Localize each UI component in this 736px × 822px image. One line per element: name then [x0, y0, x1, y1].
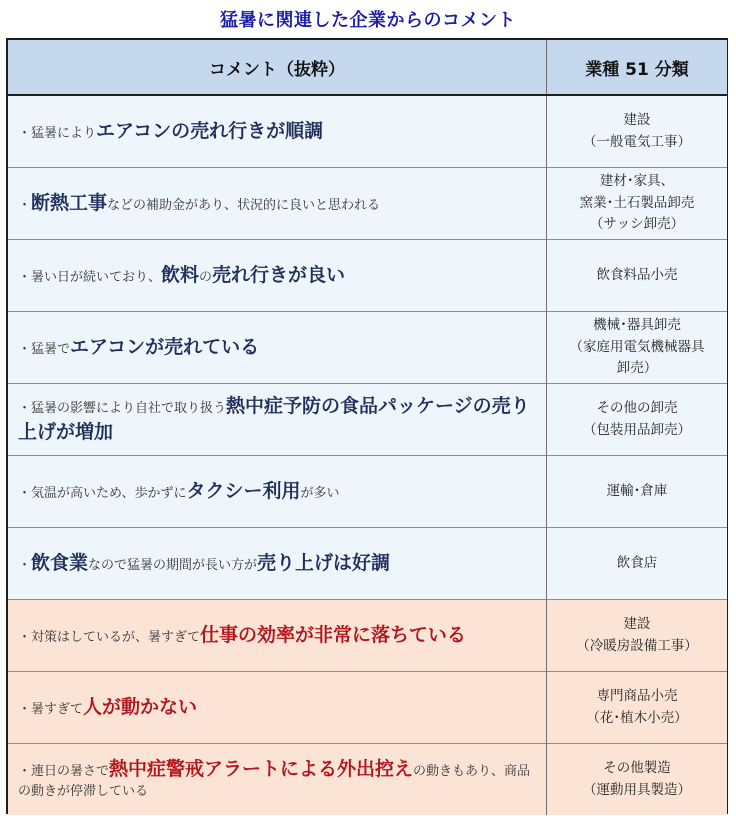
industry-line: 機械･器具卸売: [593, 317, 681, 334]
header-comment: コメント（抜粋）: [8, 40, 547, 95]
industry-cell: [547, 744, 728, 816]
table-row: [8, 744, 727, 816]
comment-cell: [8, 95, 547, 168]
comment-emphasis: 飲料: [161, 263, 200, 286]
industry-line: 建材･家具、: [599, 173, 675, 190]
industry-line: 運輸･倉庫: [606, 482, 668, 499]
comment-text: などの補助金があり、状況的に良いと思われる: [107, 197, 381, 213]
comment-emphasis: 飲食業: [31, 551, 89, 574]
comment-text: ・猛暑で: [18, 341, 71, 357]
industry-cell: [547, 672, 728, 744]
comment-cell: [8, 672, 547, 744]
industry-line: （冷暖房設備工事）: [576, 637, 698, 654]
industry-cell: [547, 456, 728, 528]
industry-cell: [547, 312, 728, 384]
table-header-row: [8, 40, 727, 95]
industry-cell: [547, 95, 728, 168]
comment-cell: [8, 312, 547, 384]
comment-emphasis: エアコンが売れている: [70, 335, 260, 358]
comment-cell: [8, 600, 547, 672]
table-body: [8, 95, 727, 815]
comment-text: の: [199, 269, 213, 285]
header-industry: 業種 51 分類: [547, 40, 728, 95]
comment-text: ・: [18, 557, 32, 573]
industry-line: その他の卸売: [596, 399, 678, 416]
industry-line: （サッシ卸売）: [589, 216, 685, 233]
comment-text: ・連日の暑さで: [18, 763, 110, 779]
table-row: [8, 600, 727, 672]
table-row: [8, 312, 727, 384]
comment-emphasis: エアコンの売れ行きが順調: [96, 119, 324, 142]
comment-cell: [8, 240, 547, 312]
comment-emphasis: 熱中症警戒アラートによる外出控え: [109, 757, 414, 780]
table-row: [8, 672, 727, 744]
comment-text: ・暑すぎて: [18, 701, 84, 717]
comment-emphasis: 人が動かない: [83, 695, 198, 718]
comment-text: ・対策はしているが、暑すぎて: [18, 629, 201, 645]
table-row: [8, 456, 727, 528]
industry-cell: [547, 600, 728, 672]
industry-line: （運動用具製造）: [583, 781, 691, 798]
comment-text: ・暑い日が続いており、: [18, 269, 162, 285]
table-row: [8, 528, 727, 600]
industry-cell: [547, 384, 728, 456]
industry-line: その他製造: [603, 759, 671, 776]
industry-line: 専門商品小売: [596, 687, 678, 704]
comment-cell: [8, 744, 547, 816]
industry-line: 窯業･土石製品卸売: [579, 194, 695, 211]
comment-emphasis: 売れ行きが良い: [212, 263, 346, 286]
comment-emphasis: タクシー利用: [186, 479, 301, 502]
comment-text: ・猛暑の影響により自社で取り扱う: [18, 401, 227, 417]
industry-line: 卸売）: [616, 360, 658, 377]
comment-emphasis: 売り上げは好調: [257, 551, 391, 574]
comment-text: ・猛暑により: [18, 125, 97, 141]
industry-line: 建設: [623, 615, 651, 632]
industry-line: （包装用品卸売）: [583, 421, 691, 438]
industry-line: 飲食店: [616, 554, 658, 571]
comment-emphasis: 断熱工事: [31, 191, 108, 214]
comment-text: ・: [18, 197, 32, 213]
industry-line: 飲食料品小売: [596, 266, 678, 283]
comment-table: [6, 38, 728, 814]
comment-cell: [8, 456, 547, 528]
comment-emphasis: 仕事の効率が非常に落ちている: [200, 623, 466, 646]
table-row: [8, 240, 727, 312]
comment-cell: [8, 168, 547, 240]
comment-text: ・気温が高いため、歩かずに: [18, 485, 187, 501]
comment-text: が多い: [300, 485, 340, 501]
table-row: [8, 384, 727, 456]
industry-cell: [547, 240, 728, 312]
table-row: [8, 168, 727, 240]
comment-cell: [8, 528, 547, 600]
table-row: [8, 95, 727, 168]
industry-cell: [547, 528, 728, 600]
comment-text: なので猛暑の期間が長い方が: [88, 557, 258, 573]
comment-cell: [8, 384, 547, 456]
industry-line: 建設: [623, 111, 651, 128]
comment-emphasis: 熱中症予防の食品パッケージの売り上げが増加: [18, 395, 530, 443]
page-title: 猛暑に関連した企業からのコメント: [220, 10, 516, 31]
industry-cell: [547, 168, 728, 240]
industry-line: （家庭用電気機械器具: [569, 338, 705, 355]
comment-text: の動きもあり、商品の動きが停滞している: [18, 763, 531, 799]
industry-line: （一般電気工事）: [583, 133, 691, 150]
industry-line: （花･植木小売）: [586, 709, 688, 726]
